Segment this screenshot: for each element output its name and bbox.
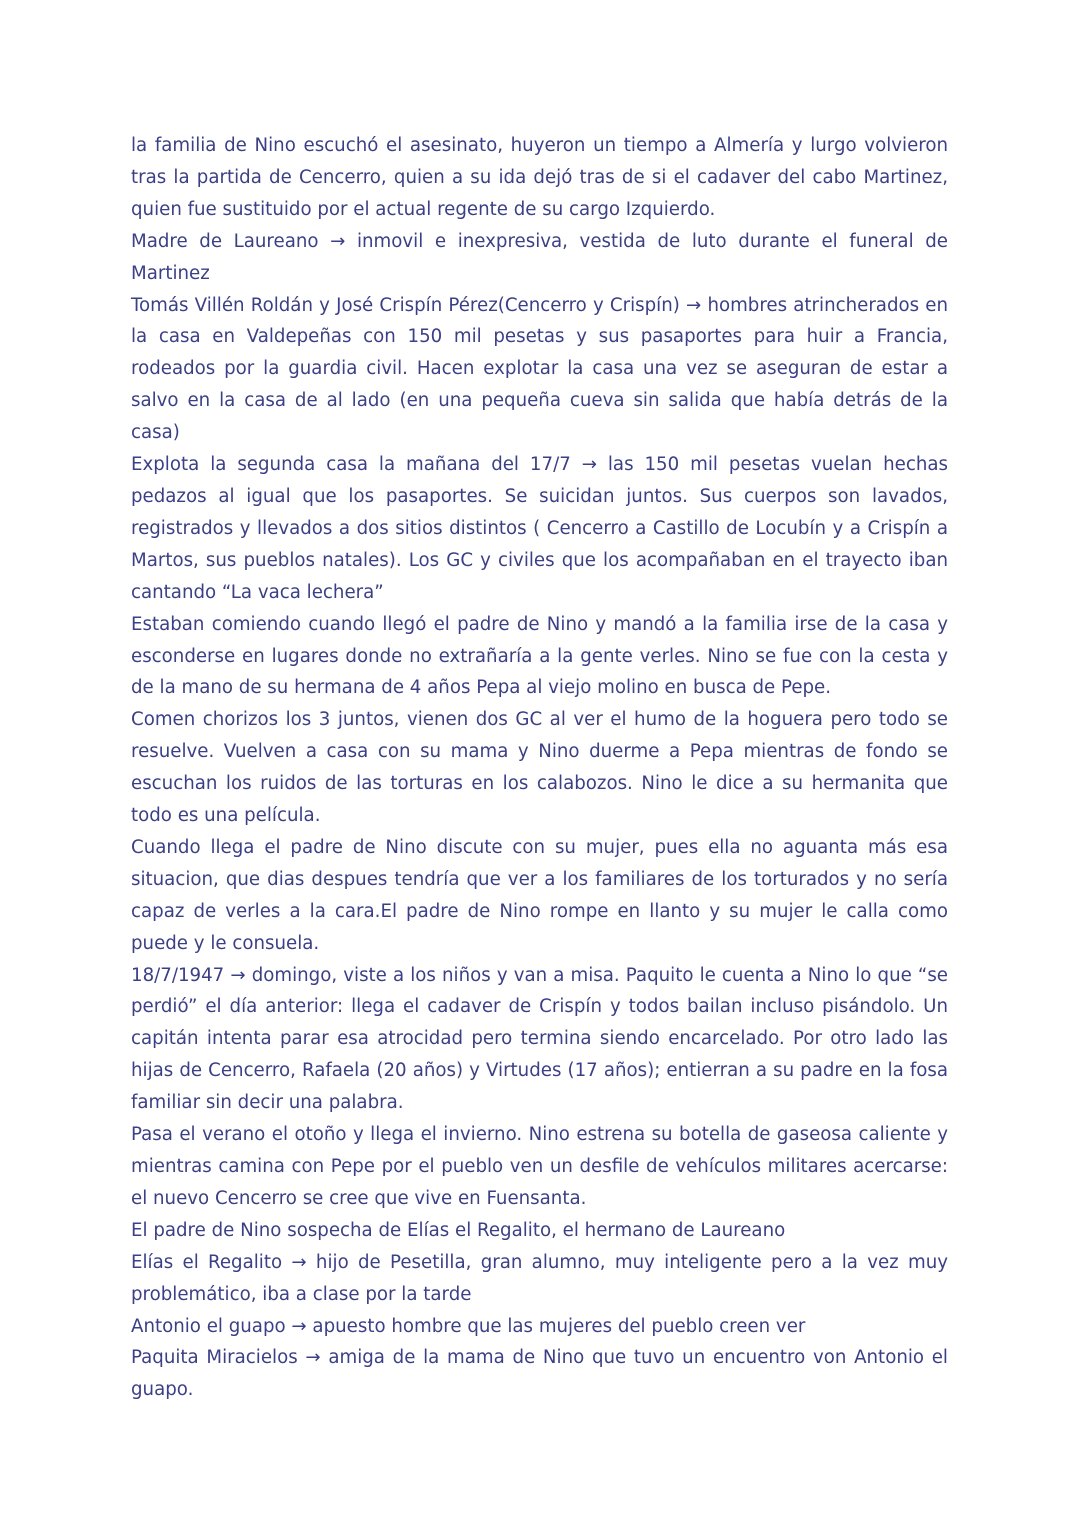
paragraph-cencerro-crispin: Tomás Villén Roldán y José Crispín Pérez(Cencerro y Crispín) → hombres atrincherados en la casa en Valdepeñas con 150 mil pesetas y sus pasaportes para huir a Francia, rodeados por la guardia civil. Hacen explotar la casa una vez se aseguran de estar a salvo en la casa de al lado (en una pequeña cueva sin salida que había detrás de la casa)	[131, 294, 948, 444]
paragraph-father-arrives: Estaban comiendo cuando llegó el padre de Nino y mandó a la familia irse de la casa y esconderse en lugares donde no extrañaría a la gente verles. Nino se fue con la cesta y de la mano de su hermana de 4 años Pepa al viejo molino en busca de Pepe.	[131, 613, 948, 699]
paragraph-father-suspects: El padre de Nino sospecha de Elías el Regalito, el hermano de Laureano	[131, 1219, 786, 1241]
paragraph-second-house-explodes: Explota la segunda casa la mañana del 17/7 → las 150 mil pesetas vuelan hechas pedazos al igual que los pasaportes. Se suicidan juntos. Sus cuerpos son lavados, registrados y llevados a dos sitios distintos ( Cencerro a Castillo de Locubín y a Crispín a Martos, sus pueblos natales). Los GC y civiles que los acompañaban en el trayecto iban cantando “La vaca lechera”	[131, 454, 948, 603]
document-page	[131, 130, 948, 1406]
paragraph-family-fled: la familia de Nino escuchó el asesinato, huyeron un tiempo a Almería y lurgo volvieron tras la partida de Cencerro, quien a su ida dejó tras de si el cadaver del cabo Martinez, quien fue sustituido por el actual regente de su cargo Izquierdo.	[131, 135, 948, 220]
paragraph-laureano-mother: Madre de Laureano → inmovil e inexpresiva, vestida de luto durante el funeral de Martinez	[131, 230, 948, 284]
paragraph-elias-regalito: Elías el Regalito → hijo de Pesetilla, gran alumno, muy inteligente pero a la vez muy problemático, iba a clase por la tarde	[131, 1251, 948, 1305]
paragraph-seasons-pass: Pasa el verano el otoño y llega el invierno. Nino estrena su botella de gaseosa caliente y mientras camina con Pepe por el pueblo ven un desfile de vehículos militares acercarse: el nuevo Cencerro se cree que vive en Fuensanta.	[131, 1124, 948, 1209]
paragraph-antonio-guapo: Antonio el guapo → apuesto hombre que las mujeres del pueblo creen ver	[131, 1315, 806, 1337]
paragraph-chorizos: Comen chorizos los 3 juntos, vienen dos GC al ver el humo de la hoguera pero todo se resuelve. Vuelven a casa con su mama y Nino duerme a Pepa mientras de fondo se escuchan los ruidos de las torturas en los calabozos. Nino le dice a su hermanita que todo es una película.	[131, 709, 948, 827]
paragraph-parents-argue: Cuando llega el padre de Nino discute con su mujer, pues ella no aguanta más esa situacion, que dias despues tendría que ver a los familiares de los torturados y no sería capaz de verles a la cara.El padre de Nino rompe en llanto y su mujer le calla como puede y le consuela.	[131, 836, 948, 954]
paragraph-sunday-mass: 18/7/1947 → domingo, viste a los niños y van a misa. Paquito le cuenta a Nino lo que “se perdió” el día anterior: llega el cadaver de Crispín y todos bailan incluso pisándolo. Un capitán intenta parar esa atrocidad pero termina siendo encarcelado. Por otro lado las hijas de Cencerro, Rafaela (20 años) y Virtudes (17 años); entierran a su padre en la fosa familiar sin decir una palabra.	[131, 964, 948, 1114]
paragraph-paquita-miracielos: Paquita Miracielos → amiga de la mama de Nino que tuvo un encuentro von Antonio el guapo.	[131, 1347, 948, 1401]
